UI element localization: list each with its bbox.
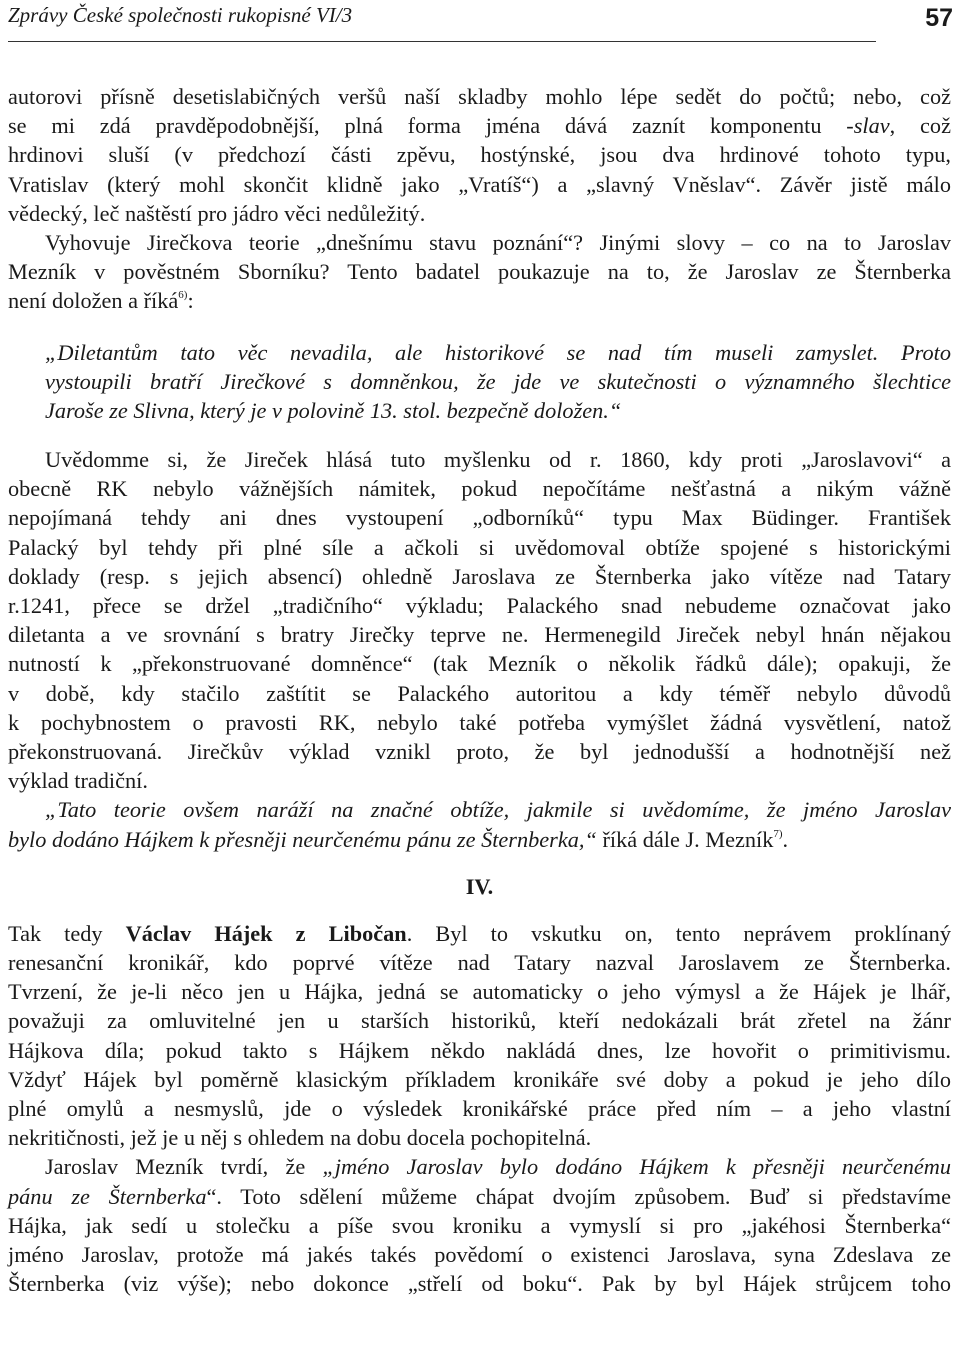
text-span: , což [889, 113, 951, 139]
text-line: renesanční kronikář, kdo poprvé vítěze nad Tatary nazval Jaroslavem ze Šternberka. [8, 950, 951, 976]
paragraph-4 [8, 795, 951, 853]
text-line: Palacký byl tehdy při plné síle a ačkoli si uvědomoval obtíže spojené s historickými [8, 534, 951, 560]
italic-span: bylo dodáno Hájkem k přesněji neurčenému pánu ze Šternberka,“ [8, 826, 597, 852]
text-line: vědecký, leč naštěstí pro jádro věci nedůležitý. [8, 200, 426, 226]
italic-span: „jméno Jaroslav bylo dodáno Hájkem k přesněji neurčenému [322, 1154, 951, 1180]
text-line: Šternberka (viz výše); nebo dokonce „střelí od boku“. Pak by byl Hájek strůjcem toho [8, 1271, 951, 1297]
text-span: . Byl to vskutku on, tento neprávem proklínaný [406, 920, 951, 946]
text-line: výklad tradiční. [8, 768, 148, 794]
block-quote [8, 338, 951, 426]
text-line: Vratislav (který mohl skončit klidně jako „Vratíš“) a „slavný Vněslav“. Závěr jistě málo [8, 171, 951, 197]
text-line: Uvědomme si, že Jireček hlásá tuto myšlenku od r. 1860, kdy proti „Jaroslavovi“ a [45, 447, 951, 473]
text-span: se mi zdá pravděpodobnější, plná forma jména dává zaznít komponentu [8, 113, 847, 139]
text-line [8, 111, 951, 140]
text-line: Mezník v pověstném Sborníku? Tento badatel poukazuje na to, že Jaroslav ze Šternberka [8, 259, 951, 285]
text-line: obecně RK nebylo vážnějších námitek, pokud nepočítáme nešťastná a nikým vážně [8, 476, 951, 502]
text-line [8, 1152, 951, 1181]
text-span: : [187, 288, 194, 314]
section-heading: IV. [465, 873, 494, 899]
text-line: nepojímaná tehdy ani dnes vystoupení „odborníků“ typu Max Büdinger. František [8, 505, 951, 531]
text-line: „Diletantům tato věc nevadila, ale historikové se nad tím museli zamyslet. Proto [45, 339, 951, 365]
article-body [8, 82, 951, 1298]
text-span: . [782, 826, 789, 852]
spacer [8, 901, 951, 919]
paragraph-3 [8, 445, 951, 795]
text-line: Vždyť Hájek byl poměrně klasickým příkladem kronikáře své doby a pokud je jeho dílo [8, 1066, 951, 1092]
spacer [8, 425, 951, 445]
text-line: v době, kdy stačilo zaštítit se Palackého autoritou a kdy téměř nebylo důvodů [8, 680, 951, 706]
spacer [8, 854, 951, 872]
text-line [8, 825, 951, 854]
text-span: “. Toto sdělení můžeme chápat dvojím způsobem. Buď si představíme [206, 1183, 951, 1209]
italic-span: pánu ze Šternberka [8, 1183, 207, 1209]
text-line: r.1241, přece se držel „tradičního“ výkladu; Palackého snad nebudeme označovat jako [8, 593, 951, 618]
text-line: diletanta a ve srovnání s bratry Jirečky teprve ne. Hermenegild Jireček nebyl hnán nějakou [8, 622, 951, 648]
text-line [8, 1182, 951, 1211]
page-header [0, 0, 960, 44]
text-line: Hájkova díla; pokud takto s Hájkem někdo nakládá dnes, lze hovořit o primitivismu. [8, 1037, 951, 1063]
text-line: Jaroše ze Slivna, který je v polovině 13. stol. bezpečně doložen.“ [45, 397, 622, 423]
text-line: doklady (resp. s jejich absencí) ohledně Jaroslava ze Šternberka jako vítěze nad Tatary [8, 563, 951, 589]
text-line: Vyhovuje Jirečkova teorie „dnešnímu stavu poznání“? Jinými slovy – co na to Jaroslav [45, 229, 951, 255]
text-line: nutností k „překonstruované domněnce“ (tak Mezník o několik řádků dále); opakuji, že [8, 651, 951, 677]
text-line: „Tato teorie ovšem naráží na značné obtíže, jakmile si uvědomíme, že jméno Jaroslav [45, 797, 951, 823]
page-number: 57 [925, 4, 953, 32]
text-span: Tak tedy [8, 920, 126, 946]
footnote-ref-7: 7) [773, 827, 783, 840]
text-span: Jaroslav Mezník tvrdí, že [45, 1154, 323, 1180]
text-line: překonstruovaná. Jirečkův výklad vznikl proto, že byl jednodušší a hodnotnější než [8, 738, 951, 764]
text-line: Hájka, jak sedí u stolečku a píše svou kroniku a vymyslí si pro „jakéhosi Šternberka“ [8, 1212, 951, 1238]
footnote-ref-6: 6) [178, 289, 188, 302]
text-line: hrdinovi sluší (v předchozí části zpěvu, hostýnské, jsou dva hrdinové tohoto typu, [8, 142, 951, 168]
text-line: vystoupili bratří Jirečkové s domněnkou, že jde ve skutečnosti o významného šlechtice [45, 368, 951, 394]
text-span: není doložen a říká [8, 288, 179, 314]
paragraph-5 [8, 919, 951, 1153]
text-line: nekritičnosti, jež je u něj s ohledem na dobu docela pochopitelná. [8, 1125, 592, 1151]
text-line: plné omylů a nesmyslů, jde o výsledek kronikářské práce před ním – a jeho vlastní [8, 1096, 951, 1121]
text-line [8, 286, 951, 315]
journal-title: Zprávy České společnosti rukopisné VI/3 [8, 3, 353, 27]
text-line: k pochybnostem o pravosti RK, nebylo také potřeba vymýšlet žádná vysvětlení, natož [8, 709, 951, 735]
paragraph-1 [8, 82, 951, 228]
text-line: Tvrzení, že je-li něco jen u Hájka, jedná se automaticky o jeho výmysl a že Hájek je lhář, [8, 979, 951, 1005]
spacer [8, 316, 951, 338]
paragraph-2 [8, 228, 951, 316]
text-line: považuji za omluvitelné jen u starších historiků, kteří nedokázali brát zřetel na žánr [8, 1008, 951, 1034]
text-line: jméno Jaroslav, protože má jakés takés povědomí o existenci Jaroslava, syna Zdeslava ze [8, 1241, 951, 1267]
text-line [8, 919, 951, 948]
text-span: říká dále J. Mezník [596, 826, 774, 852]
italic-span: -slav [846, 113, 890, 139]
bold-span: Václav Hájek z Libočan [125, 920, 407, 946]
paragraph-6 [8, 1152, 951, 1298]
text-line: autorovi přísně desetislabičných veršů naší skladby mohlo lépe sedět do počtů; nebo, což [8, 84, 951, 109]
header-rule [8, 41, 876, 42]
